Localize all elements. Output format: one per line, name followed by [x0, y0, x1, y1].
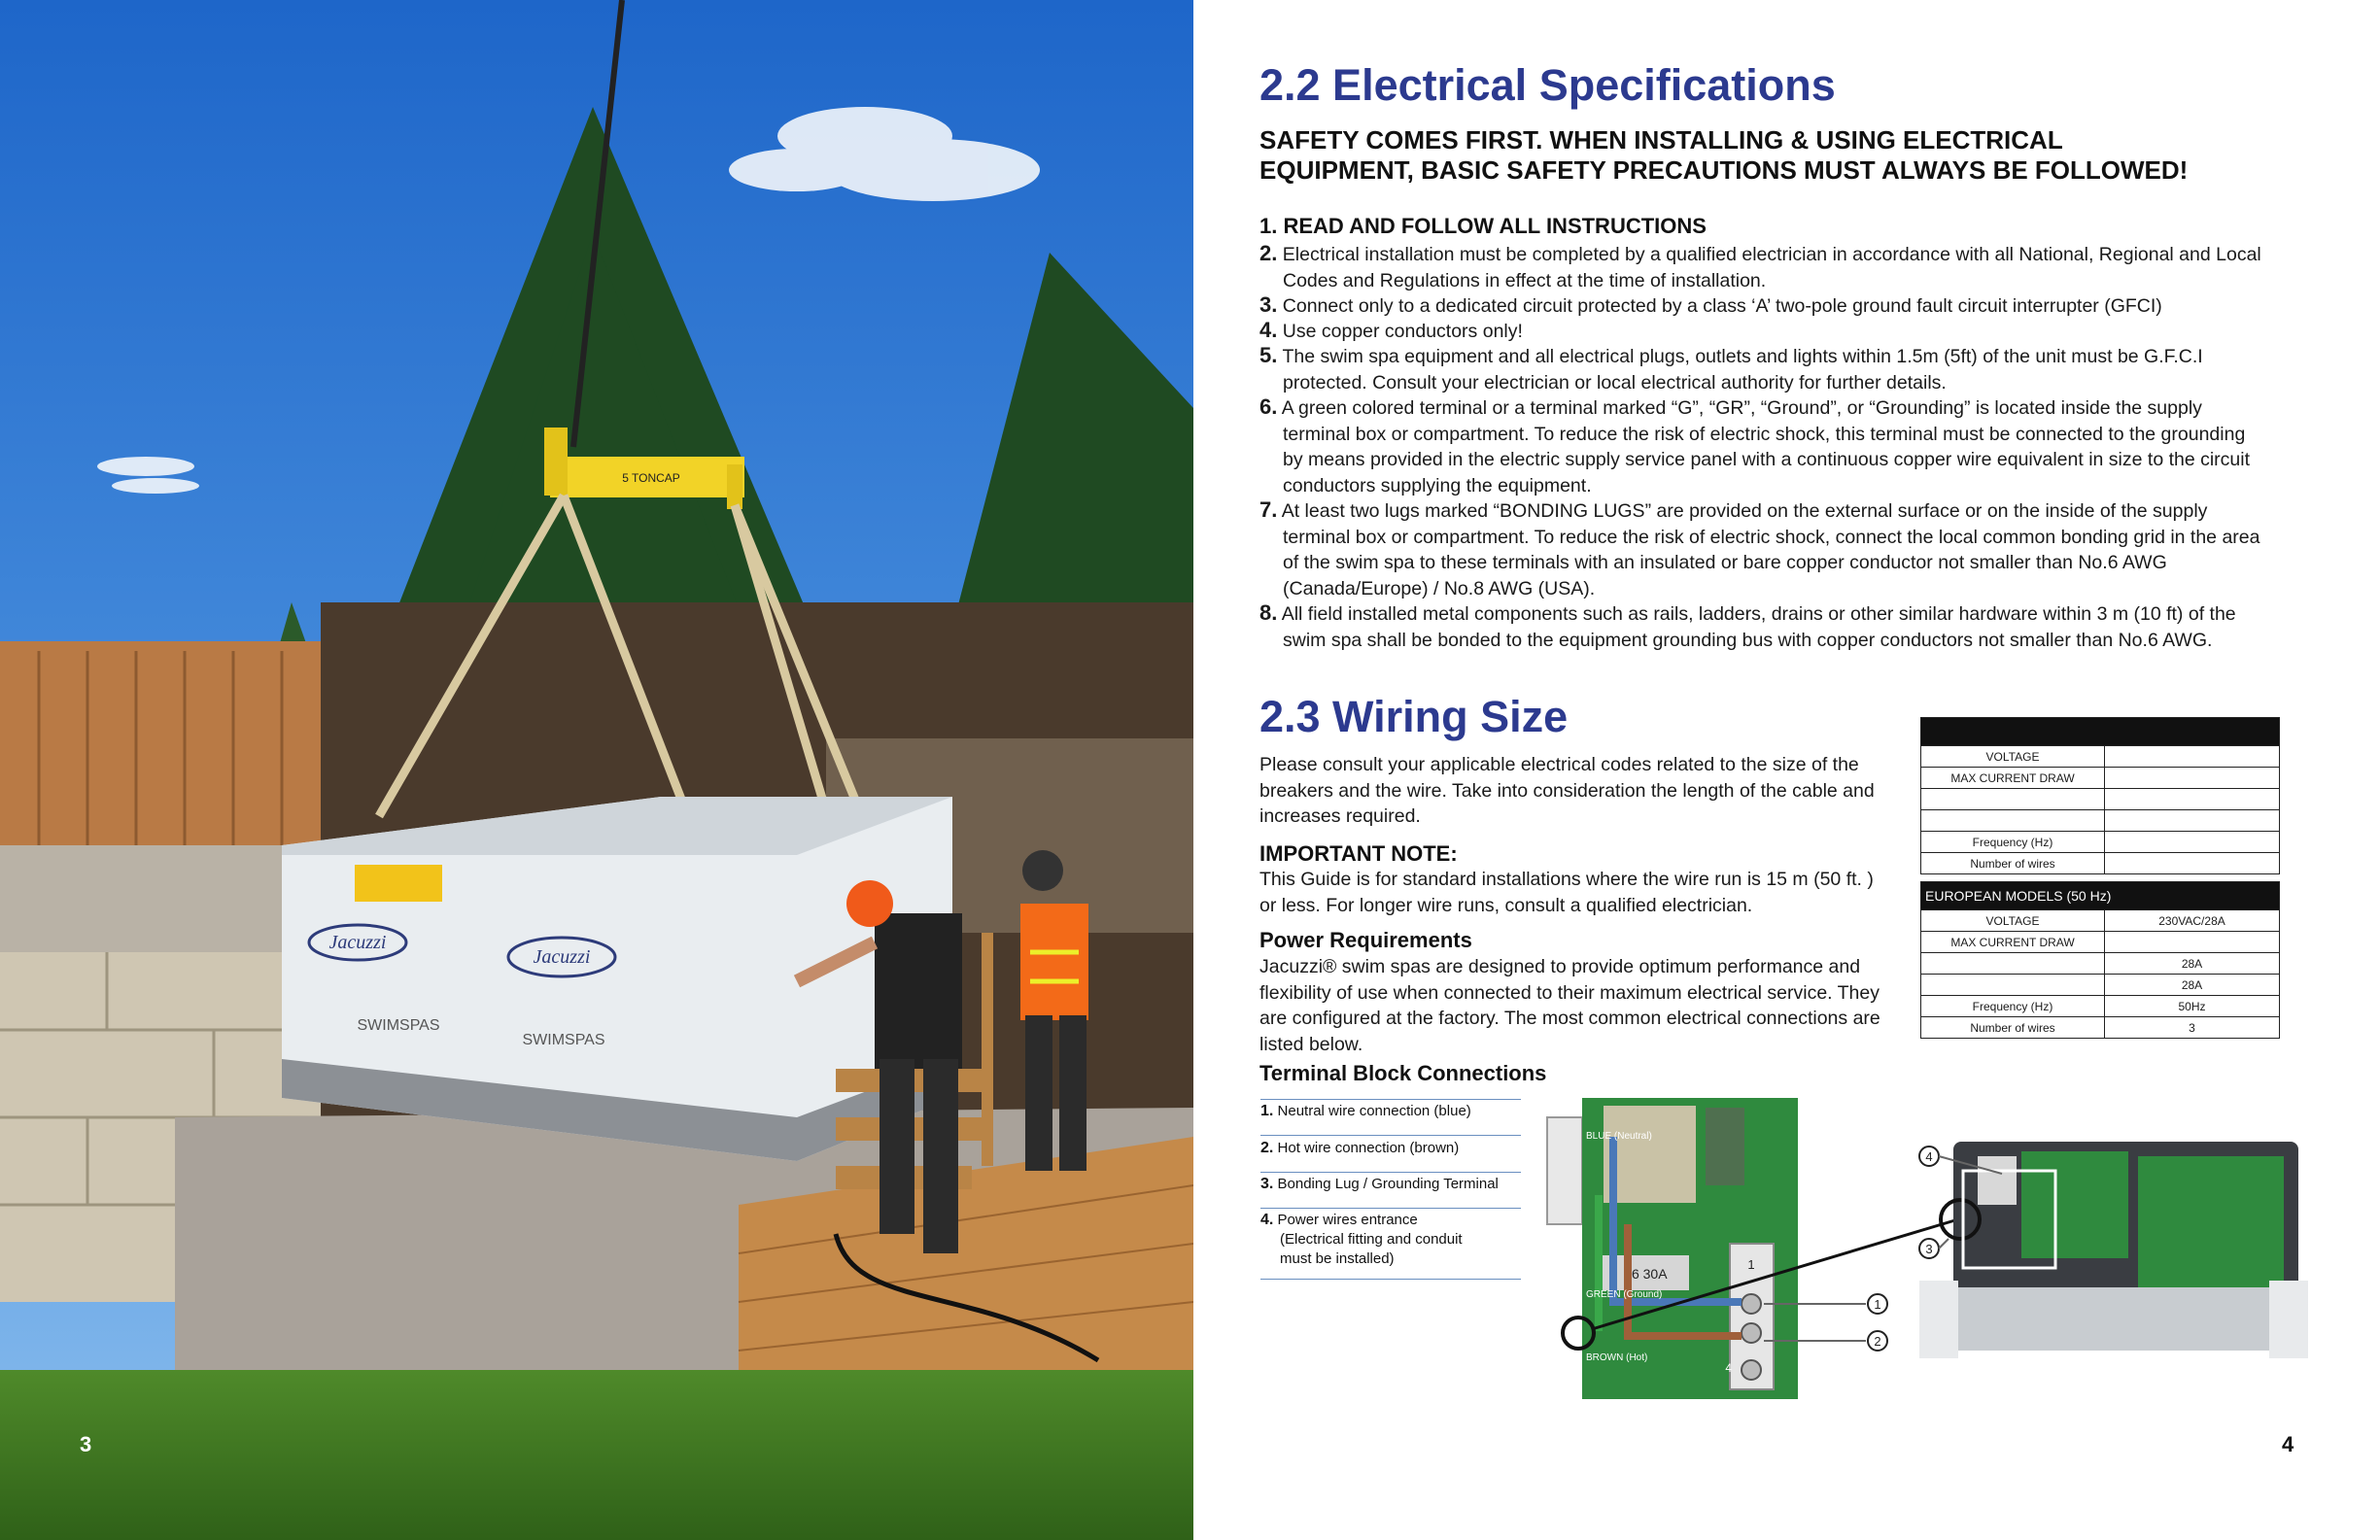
box-brand: Jacuzzi — [328, 932, 387, 953]
svg-text:Jacuzzi: Jacuzzi — [533, 946, 591, 968]
terminal-heading: Terminal Block Connections — [1259, 1061, 1547, 1085]
wiring-intro: Please consult your applicable electrical codes related to the size of the breakers and the wire. Take into consideration the length of the cable and increases required. — [1259, 754, 1875, 827]
terminal-item-3: 3. Bonding Lug / Grounding Terminal — [1260, 1173, 1521, 1209]
heater-pipe — [1929, 1287, 2303, 1351]
board-left — [1547, 1117, 1582, 1224]
terminal-item-1: 1. Neutral wire connection (blue) — [1260, 1099, 1521, 1136]
svg-text:SWIMSPAS: SWIMSPAS — [522, 1032, 605, 1048]
callout-4: 4 — [1925, 1149, 1933, 1164]
instruction-2: 2. Electrical installation must be completed by a qualified electrician in accordance with all National, Regional and Local Codes and Regulations in effect at the time of installation. — [1259, 241, 2261, 291]
box-sub: SWIMSPAS — [357, 1017, 440, 1034]
page-number-left: 3 — [80, 1432, 92, 1456]
terminal-item-2: 2. Hot wire connection (brown) — [1260, 1137, 1521, 1173]
svg-text:4: 4 — [1725, 1361, 1732, 1375]
instruction-5: 5. The swim spa equipment and all electrical plugs, outlets and lights within 1.5m (5ft) of the unit must be G.F.C.I protected. Consult your electrician or local electrical authority for further details. — [1259, 343, 2203, 394]
safety-warning: SAFETY COMES FIRST. WHEN INSTALLING & USING ELECTRICAL EQUIPMENT, BASIC SAFETY PRECAUTIONS MUST ALWAYS BE FOLLOWED! — [1259, 125, 2189, 185]
power-text: Jacuzzi® swim spas are designed to provide optimum performance and flexibility of use when connected to their maximum electrical service. They are configured at the factory. The most common electrical connections are listed below. — [1259, 956, 1880, 1055]
svg-text:1: 1 — [1747, 1257, 1755, 1272]
lawn — [0, 1370, 1193, 1540]
instruction-6: 6. A green colored terminal or a terminal marked “G”, “GR”, “Ground”, or “Grounding” is located inside the supply terminal box or compartment. To reduce the risk of electric shock, this terminal must be connected to the grounding by means provided in the electric supply service panel with a continuous copper wire equivalent in size to the circuit conductors supplying the equipment. — [1259, 394, 2251, 496]
instruction-8: 8. All field installed metal components such as rails, ladders, drains or other similar hardware within 3 m (10 ft) of the swim spa shall be bonded to the equipment grounding bus with copper conductors not smaller than No.6 AWG. — [1259, 600, 2236, 651]
important-heading: IMPORTANT NOTE: — [1259, 841, 1458, 866]
spec-table-na: VOLTAGE MAX CURRENT DRAW Frequency (Hz) Number of wires — [1920, 717, 2280, 874]
terminal-item-4: 4. Power wires entrance (Electrical fitting and conduit must be installed) — [1260, 1209, 1521, 1280]
label-brown: BROWN (Hot) — [1586, 1352, 1648, 1363]
label-blue: BLUE (Neutral) — [1586, 1131, 1652, 1142]
electrical-spec-title: 2.2 Electrical Specifications — [1259, 60, 1836, 110]
spec-table-eu: EUROPEAN MODELS (50 Hz) VOLTAGE 230VAC/28A MAX CURRENT DRAW 28A 28A Frequency (Hz) 50Hz Number of wires 3 — [1920, 881, 2280, 1039]
instruction-4: 4. Use copper conductors only! — [1259, 318, 1523, 342]
fuse-label: F6 30A — [1623, 1266, 1668, 1282]
important-text: This Guide is for standard installations where the wire run is 15 m (50 ft. ) or less. For longer wire runs, consult a qualified electrician. — [1259, 869, 1874, 916]
instruction-3: 3. Connect only to a dedicated circuit protected by a class ‘A’ two-pole ground fault circuit interrupter (GFCI) — [1259, 292, 2162, 317]
callout-3: 3 — [1925, 1242, 1933, 1256]
instruction-7: 7. At least two lugs marked “BONDING LUGS” are provided on the external surface or on the inside of the supply terminal box or compartment. To reduce the risk of electric shock, connect the local common bonding grid in the area of the swim spa to these terminals with an insulated or bare copper conductor not smaller than No.6 AWG (Canada/Europe) / No.8 AWG (USA). — [1259, 497, 2260, 599]
terminal-diagram — [1535, 1098, 2313, 1409]
wiring-size-title: 2.3 Wiring Size — [1259, 692, 1569, 741]
beam-label: 5 TONCAP — [622, 471, 680, 485]
instruction-1: 1. READ AND FOLLOW ALL INSTRUCTIONS — [1259, 214, 1707, 238]
label-green: GREEN (Ground) — [1586, 1289, 1663, 1300]
page-number-right: 4 — [2282, 1432, 2294, 1456]
gravel — [0, 845, 321, 962]
callout-1: 1 — [1874, 1297, 1881, 1312]
power-heading: Power Requirements — [1259, 928, 1472, 952]
callout-2: 2 — [1874, 1334, 1881, 1349]
